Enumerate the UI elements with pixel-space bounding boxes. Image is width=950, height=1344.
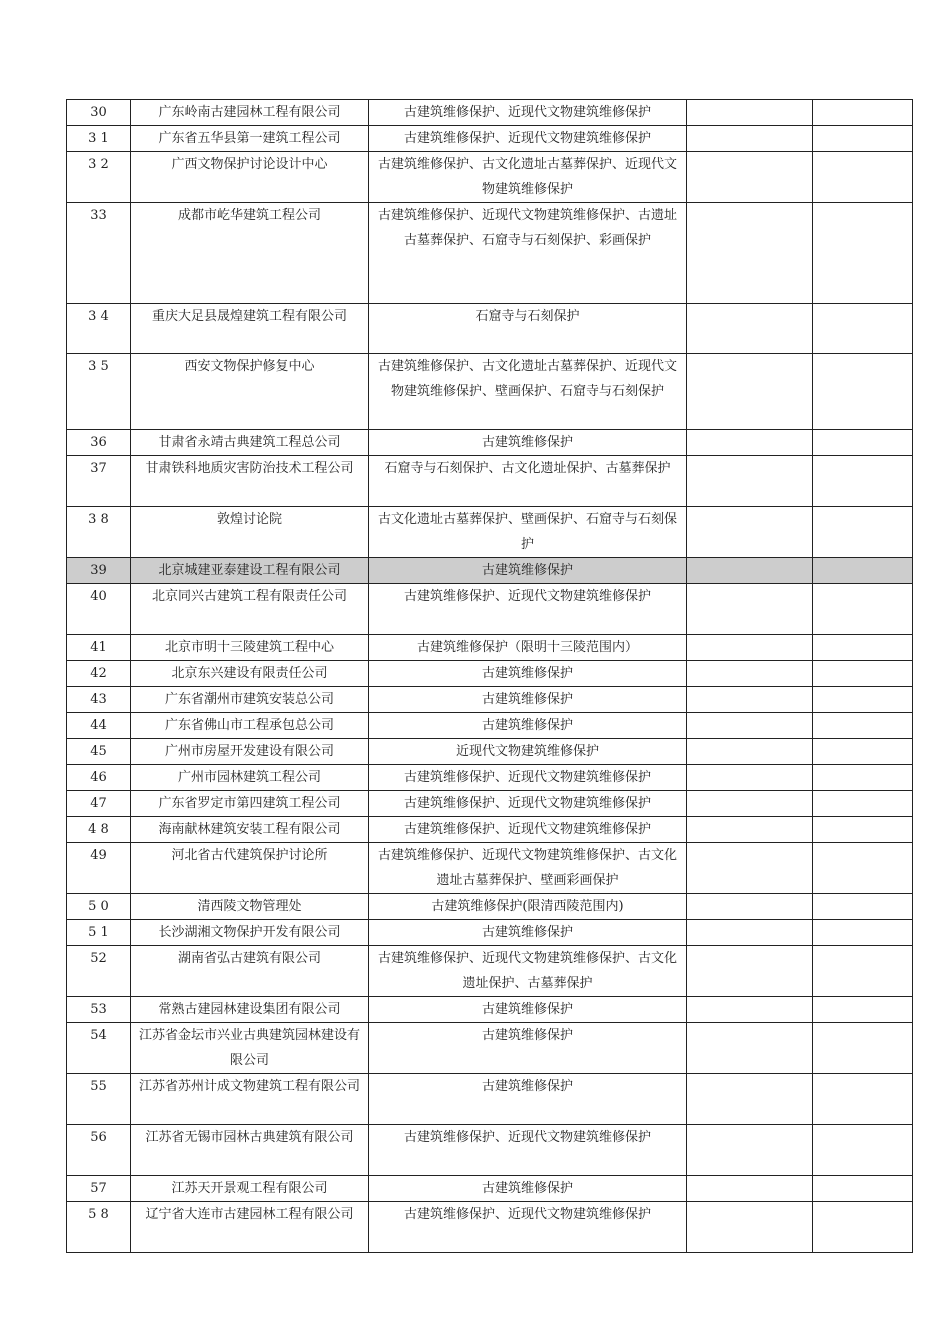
company-name: 北京城建亚泰建设工程有限公司: [131, 558, 369, 584]
empty-cell: [687, 354, 813, 430]
row-number: 56: [67, 1125, 131, 1176]
qualification-scope: 石窟寺与石刻保护: [369, 304, 687, 354]
company-name: 辽宁省大连市古建园林工程有限公司: [131, 1202, 369, 1253]
table-row: [67, 635, 913, 661]
row-number: 44: [67, 713, 131, 739]
empty-cell: [687, 558, 813, 584]
empty-cell: [687, 584, 813, 635]
table-row: [67, 791, 913, 817]
company-name: 长沙湖湘文物保护开发有限公司: [131, 920, 369, 946]
empty-cell: [813, 920, 913, 946]
empty-cell: [687, 1202, 813, 1253]
empty-cell: [813, 997, 913, 1023]
qualification-scope: 古建筑维修保护、近现代文物建筑维修保护、古文化遗址保护、古墓葬保护: [369, 946, 687, 997]
qualification-scope: 古建筑维修保护: [369, 1176, 687, 1202]
table-row: [67, 920, 913, 946]
empty-cell: [687, 843, 813, 894]
qualification-scope: 古建筑维修保护: [369, 997, 687, 1023]
table-body: [67, 100, 913, 1253]
empty-cell: [687, 456, 813, 507]
table-row: [67, 507, 913, 558]
empty-cell: [687, 765, 813, 791]
qualification-scope: 古建筑维修保护: [369, 661, 687, 687]
qualification-scope: 古建筑维修保护: [369, 920, 687, 946]
table-row: [67, 1202, 913, 1253]
qualification-table: [66, 99, 913, 1253]
empty-cell: [813, 126, 913, 152]
qualification-scope: 古建筑维修保护（限明十三陵范围内）: [369, 635, 687, 661]
company-name: 广东省五华县第一建筑工程公司: [131, 126, 369, 152]
table-row: [67, 354, 913, 430]
company-name: 北京同兴古建筑工程有限责任公司: [131, 584, 369, 635]
row-number: 37: [67, 456, 131, 507]
row-number: 40: [67, 584, 131, 635]
row-number: 43: [67, 687, 131, 713]
table-row: [67, 687, 913, 713]
empty-cell: [813, 1125, 913, 1176]
qualification-scope: 古建筑维修保护: [369, 1023, 687, 1074]
row-number: 53: [67, 997, 131, 1023]
company-name: 广东省罗定市第四建筑工程公司: [131, 791, 369, 817]
company-name: 北京东兴建设有限责任公司: [131, 661, 369, 687]
row-number: 5 8: [67, 1202, 131, 1253]
row-number: 3 1: [67, 126, 131, 152]
table-row: [67, 1074, 913, 1125]
empty-cell: [687, 1176, 813, 1202]
qualification-scope: 古建筑维修保护、近现代文物建筑维修保护、古文化遗址古墓葬保护、壁画彩画保护: [369, 843, 687, 894]
company-name: 北京市明十三陵建筑工程中心: [131, 635, 369, 661]
company-name: 湖南省弘古建筑有限公司: [131, 946, 369, 997]
company-name: 敦煌讨论院: [131, 507, 369, 558]
empty-cell: [813, 843, 913, 894]
empty-cell: [687, 997, 813, 1023]
row-number: 52: [67, 946, 131, 997]
empty-cell: [813, 304, 913, 354]
empty-cell: [687, 507, 813, 558]
table-row: [67, 661, 913, 687]
empty-cell: [687, 661, 813, 687]
qualification-scope: 古建筑维修保护、近现代文物建筑维修保护: [369, 584, 687, 635]
empty-cell: [687, 687, 813, 713]
company-name: 重庆大足县晟煌建筑工程有限公司: [131, 304, 369, 354]
empty-cell: [687, 126, 813, 152]
qualification-scope: 古建筑维修保护、近现代文物建筑维修保护: [369, 126, 687, 152]
company-name: 江苏省金坛市兴业古典建筑园林建设有限公司: [131, 1023, 369, 1074]
table-row: [67, 456, 913, 507]
empty-cell: [687, 100, 813, 126]
row-number: 45: [67, 739, 131, 765]
empty-cell: [813, 1202, 913, 1253]
table-row: [67, 1125, 913, 1176]
empty-cell: [687, 946, 813, 997]
empty-cell: [687, 304, 813, 354]
qualification-scope: 古建筑维修保护: [369, 713, 687, 739]
qualification-scope: 古建筑维修保护、近现代文物建筑维修保护: [369, 1202, 687, 1253]
qualification-scope: 古建筑维修保护(限清西陵范围内): [369, 894, 687, 920]
empty-cell: [687, 920, 813, 946]
table-row: [67, 817, 913, 843]
row-number: 3 4: [67, 304, 131, 354]
qualification-scope: 古建筑维修保护、近现代文物建筑维修保护: [369, 1125, 687, 1176]
table-row: [67, 739, 913, 765]
table-row: [67, 584, 913, 635]
qualification-scope: 古建筑维修保护、近现代文物建筑维修保护、古遗址古墓葬保护、石窟寺与石刻保护、彩画保护: [369, 203, 687, 304]
empty-cell: [687, 739, 813, 765]
qualification-scope: 古建筑维修保护: [369, 558, 687, 584]
table-row: [67, 713, 913, 739]
company-name: 江苏天开景观工程有限公司: [131, 1176, 369, 1202]
row-number: 42: [67, 661, 131, 687]
qualification-scope: 石窟寺与石刻保护、古文化遗址保护、古墓葬保护: [369, 456, 687, 507]
table-row: [67, 203, 913, 304]
empty-cell: [813, 687, 913, 713]
row-number: 30: [67, 100, 131, 126]
empty-cell: [813, 713, 913, 739]
empty-cell: [813, 1023, 913, 1074]
company-name: 甘肃省永靖古典建筑工程总公司: [131, 430, 369, 456]
qualification-scope: 古建筑维修保护、近现代文物建筑维修保护: [369, 765, 687, 791]
row-number: 4 8: [67, 817, 131, 843]
empty-cell: [687, 635, 813, 661]
table-row: [67, 843, 913, 894]
empty-cell: [687, 1074, 813, 1125]
company-name: 西安文物保护修复中心: [131, 354, 369, 430]
table-row: [67, 765, 913, 791]
qualification-scope: 古建筑维修保护: [369, 687, 687, 713]
empty-cell: [813, 354, 913, 430]
company-name: 广州市房屋开发建设有限公司: [131, 739, 369, 765]
qualification-scope: 古建筑维修保护: [369, 1074, 687, 1125]
table-row: [67, 152, 913, 203]
table-row: [67, 1176, 913, 1202]
table-row: [67, 894, 913, 920]
empty-cell: [813, 946, 913, 997]
table-row: [67, 304, 913, 354]
company-name: 成都市屹华建筑工程公司: [131, 203, 369, 304]
row-number: 36: [67, 430, 131, 456]
company-name: 江苏省无锡市园林古典建筑有限公司: [131, 1125, 369, 1176]
empty-cell: [813, 817, 913, 843]
empty-cell: [813, 152, 913, 203]
row-number: 3 5: [67, 354, 131, 430]
qualification-scope: 近现代文物建筑维修保护: [369, 739, 687, 765]
empty-cell: [813, 791, 913, 817]
company-name: 常熟古建园林建设集团有限公司: [131, 997, 369, 1023]
qualification-scope: 古建筑维修保护、近现代文物建筑维修保护: [369, 100, 687, 126]
empty-cell: [813, 635, 913, 661]
empty-cell: [813, 1074, 913, 1125]
qualification-scope: 古文化遗址古墓葬保护、壁画保护、石窟寺与石刻保护: [369, 507, 687, 558]
table-row: [67, 1023, 913, 1074]
qualification-scope: 古建筑维修保护、古文化遗址古墓葬保护、近现代文物建筑维修保护、壁画保护、石窟寺与石刻保护: [369, 354, 687, 430]
row-number: 46: [67, 765, 131, 791]
company-name: 清西陵文物管理处: [131, 894, 369, 920]
empty-cell: [813, 430, 913, 456]
row-number: 41: [67, 635, 131, 661]
empty-cell: [687, 430, 813, 456]
qualification-scope: 古建筑维修保护: [369, 430, 687, 456]
row-number: 5 0: [67, 894, 131, 920]
empty-cell: [813, 661, 913, 687]
row-number: 54: [67, 1023, 131, 1074]
empty-cell: [813, 1176, 913, 1202]
row-number: 3 8: [67, 507, 131, 558]
company-name: 广西文物保护讨论设计中心: [131, 152, 369, 203]
company-name: 江苏省苏州计成文物建筑工程有限公司: [131, 1074, 369, 1125]
empty-cell: [687, 152, 813, 203]
qualification-scope: 古建筑维修保护、古文化遗址古墓葬保护、近现代文物建筑维修保护: [369, 152, 687, 203]
empty-cell: [813, 894, 913, 920]
company-name: 广州市园林建筑工程公司: [131, 765, 369, 791]
company-name: 海南献林建筑安装工程有限公司: [131, 817, 369, 843]
row-number: 47: [67, 791, 131, 817]
empty-cell: [813, 558, 913, 584]
empty-cell: [687, 713, 813, 739]
empty-cell: [813, 456, 913, 507]
empty-cell: [687, 1125, 813, 1176]
empty-cell: [813, 765, 913, 791]
row-number: 39: [67, 558, 131, 584]
empty-cell: [813, 739, 913, 765]
qualification-scope: 古建筑维修保护、近现代文物建筑维修保护: [369, 817, 687, 843]
empty-cell: [687, 1023, 813, 1074]
empty-cell: [813, 100, 913, 126]
empty-cell: [813, 507, 913, 558]
empty-cell: [813, 203, 913, 304]
company-name: 广东岭南古建园林工程有限公司: [131, 100, 369, 126]
row-number: 49: [67, 843, 131, 894]
empty-cell: [687, 791, 813, 817]
qualification-scope: 古建筑维修保护、近现代文物建筑维修保护: [369, 791, 687, 817]
empty-cell: [687, 894, 813, 920]
row-number: 3 2: [67, 152, 131, 203]
table-row: [67, 126, 913, 152]
empty-cell: [813, 584, 913, 635]
empty-cell: [687, 203, 813, 304]
row-number: 55: [67, 1074, 131, 1125]
row-number: 5 1: [67, 920, 131, 946]
row-number: 33: [67, 203, 131, 304]
empty-cell: [687, 817, 813, 843]
company-name: 甘肃铁科地质灾害防治技术工程公司: [131, 456, 369, 507]
company-name: 河北省古代建筑保护讨论所: [131, 843, 369, 894]
table-row: [67, 997, 913, 1023]
table-row: [67, 558, 913, 584]
table-row: [67, 946, 913, 997]
company-name: 广东省佛山市工程承包总公司: [131, 713, 369, 739]
company-name: 广东省潮州市建筑安装总公司: [131, 687, 369, 713]
table-row: [67, 430, 913, 456]
table-row: [67, 100, 913, 126]
row-number: 57: [67, 1176, 131, 1202]
